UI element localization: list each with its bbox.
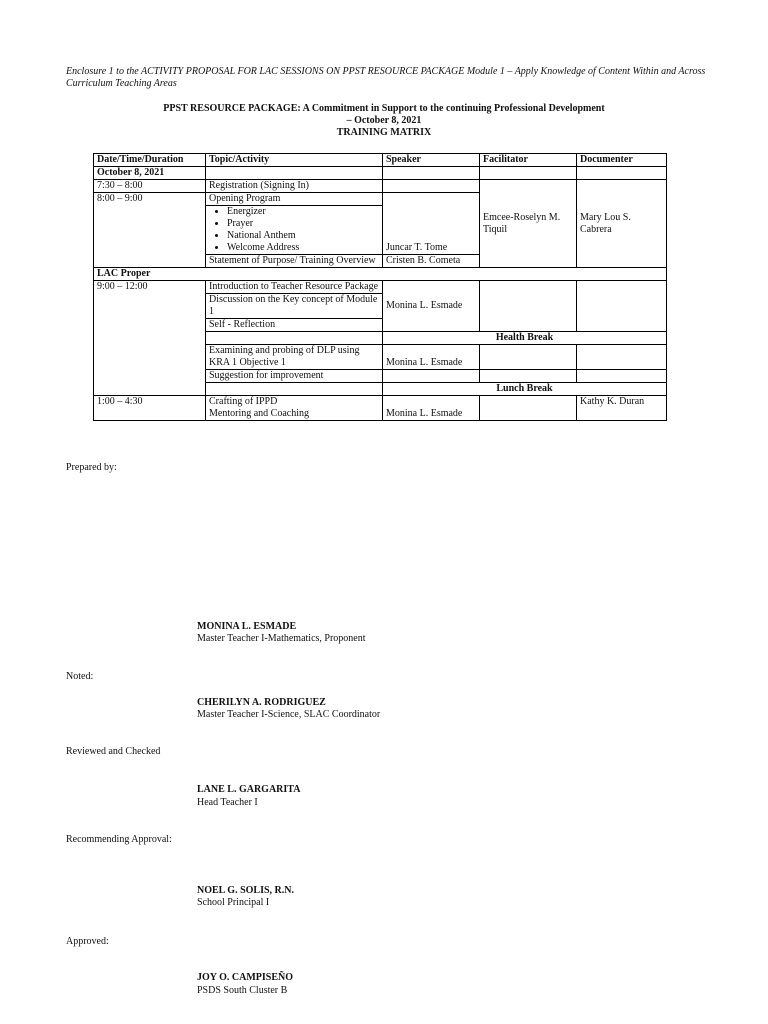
recommending-role: School Principal I [197,897,270,908]
header-documenter: Documenter [577,154,667,167]
topic-cell: Discussion on the Key concept of Module 1 [206,294,383,319]
topic-cell: Registration (Signing In) [206,180,383,193]
approved-label: Approved: [66,936,109,947]
time-cell: 9:00 – 12:00 [94,281,206,396]
facilitator-cell: Emcee-Roselyn M. Tiquil [480,180,577,268]
prepared-role: Master Teacher I-Mathematics, Proponent [197,633,366,644]
list-item: • Prayer [227,218,379,230]
crafting-topic: Crafting of IPPD [209,396,278,407]
title-line-3: TRAINING MATRIX [336,127,432,138]
recommending-name: NOEL G. SOLIS, R.N. [197,885,294,896]
training-matrix-table [93,153,667,421]
noted-label: Noted: [66,671,94,682]
date-cell: October 8, 2021 [94,167,206,180]
lunch-break: Lunch Break [383,383,667,396]
topic-cell: Suggestion for improvement [206,370,383,383]
table-header-row [94,154,667,167]
table-row [94,167,667,180]
list-item: • Energizer [227,206,379,218]
enclosure-note: Enclosure 1 to the ACTIVITY PROPOSAL FOR LAC SESSIONS ON PPST RESOURCE PACKAGE Module 1 – Apply Knowledge of Content Within and Across Curriculum Teaching Areas [66,66,706,89]
header-facilitator: Facilitator [480,154,577,167]
topic-cell: Self - Reflection [206,319,383,332]
reviewed-label: Reviewed and Checked [66,746,161,757]
topic-cell: Examining and probing of DLP using KRA 1 Objective 1 [206,345,383,370]
topic-cell: Statement of Purpose/ Training Overview [206,255,383,268]
list-item: • National Anthem [227,230,379,242]
header-topic: Topic/Activity [206,154,383,167]
noted-role: Master Teacher I-Science, SLAC Coordinator [197,709,381,720]
speaker-cell: Monina L. Esmade [383,345,480,370]
health-break: Health Break [383,332,667,345]
title-line-2: – October 8, 2021 [346,115,422,126]
mentoring-topic: Mentoring and Coaching [209,408,309,419]
speaker-cell: Cristen B. Cometa [383,255,480,268]
table-row [94,396,667,421]
topic-cell [206,396,383,421]
title-line-1: PPST RESOURCE PACKAGE: A Commitment in Support to the continuing Professional Development [163,103,605,114]
opening-program-list [209,206,379,254]
time-cell: 8:00 – 9:00 [94,193,206,268]
prepared-label: Prepared by: [66,462,117,473]
header-date: Date/Time/Duration [94,154,206,167]
prepared-name: MONINA L. ESMADE [197,621,297,632]
approved-role: PSDS South Cluster B [197,985,288,996]
approved-name: JOY O. CAMPISEÑO [197,972,294,983]
speaker-cell: Monina L. Esmade [383,281,480,332]
documenter-cell: Mary Lou S. Cabrera [577,180,667,268]
header-speaker: Speaker [383,154,480,167]
time-cell: 7:30 – 8:00 [94,180,206,193]
table-row [94,268,667,281]
speaker-cell: Monina L. Esmade [383,396,480,421]
document-title [66,103,702,139]
reviewed-role: Head Teacher I [197,797,258,808]
section-label: LAC Proper [94,268,667,281]
topic-cell: Introduction to Teacher Resource Package [206,281,383,294]
noted-name: CHERILYN A. RODRIGUEZ [197,697,326,708]
topic-cell: Opening Program [206,193,383,206]
table-row [94,180,667,193]
list-item: • Welcome Address [227,242,379,254]
table-row [94,281,667,294]
documenter-cell: Kathy K. Duran [577,396,667,421]
time-cell: 1:00 – 4:30 [94,396,206,421]
recommending-label: Recommending Approval: [66,834,172,845]
reviewed-name: LANE L. GARGARITA [197,784,301,795]
topic-cell [206,206,383,255]
speaker-cell: Juncar T. Tome [383,193,480,255]
